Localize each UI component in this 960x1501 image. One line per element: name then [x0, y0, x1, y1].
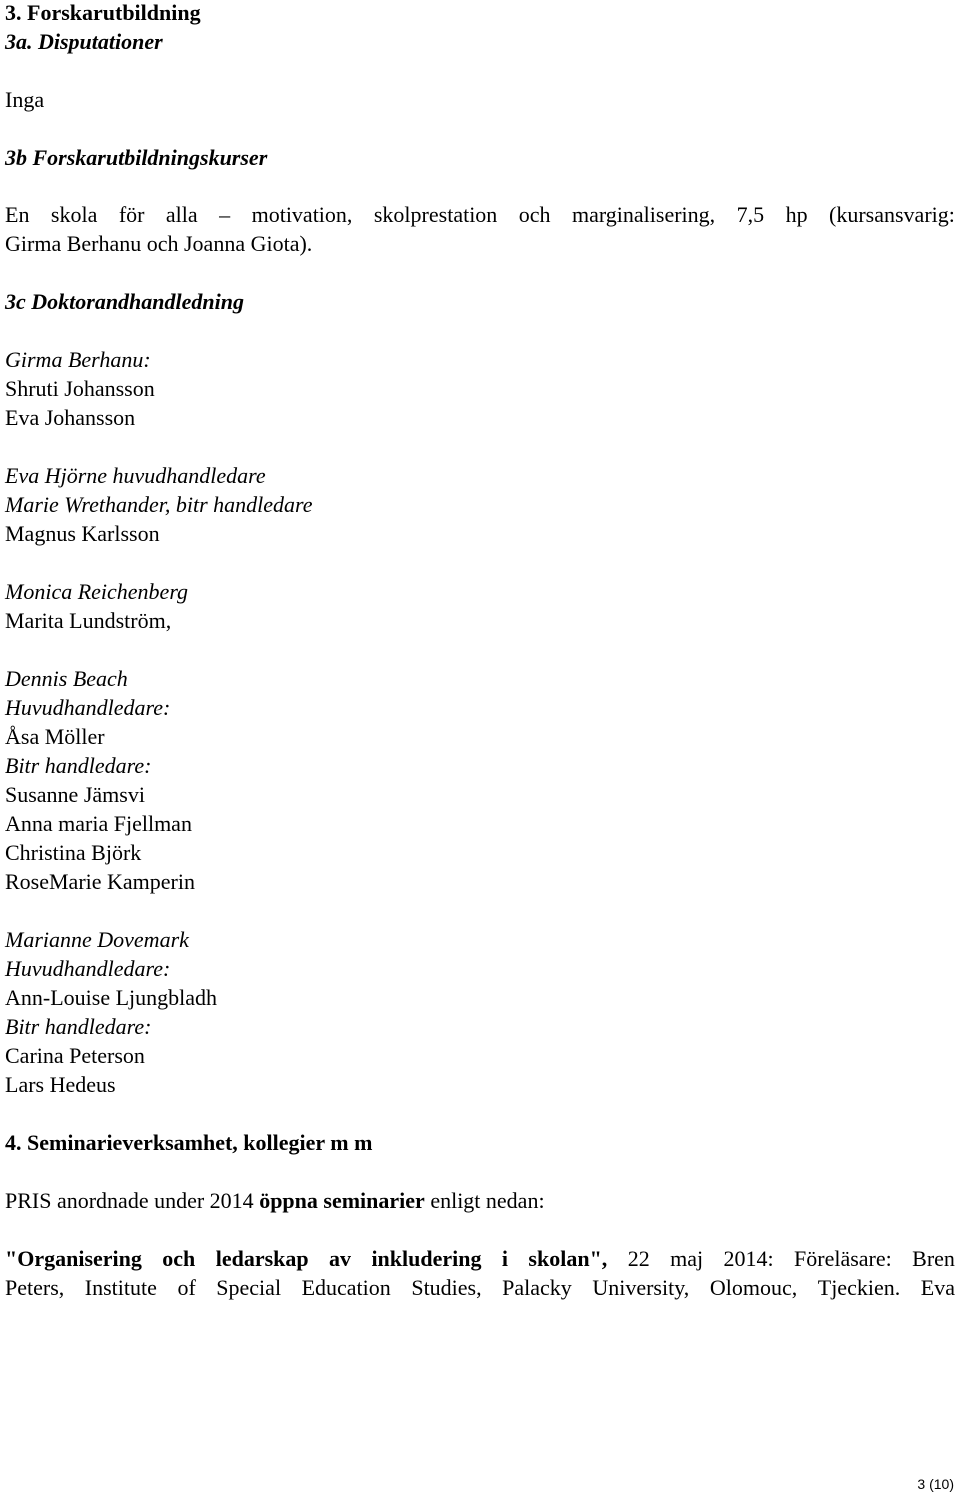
- role-label: Bitr handledare:: [5, 753, 152, 778]
- word: och: [518, 202, 551, 227]
- role-label: Bitr handledare:: [5, 1014, 152, 1039]
- student-name: Eva Johansson: [5, 405, 136, 430]
- word: inkludering: [371, 1246, 482, 1271]
- word: alla: [165, 202, 198, 227]
- word: ledarskap: [215, 1246, 309, 1271]
- word: Institute: [84, 1275, 157, 1300]
- word: Eva: [920, 1275, 955, 1300]
- word: of: [177, 1275, 196, 1300]
- student-name: Magnus Karlsson: [5, 521, 160, 546]
- student-name: Susanne Jämsvi: [5, 782, 145, 807]
- seminar-line-2: [5, 1273, 955, 1302]
- subsection-heading-3a: 3a. Disputationer: [5, 29, 163, 54]
- role-label: Huvudhandledare:: [5, 956, 171, 981]
- student-name: Carina Peterson: [5, 1043, 145, 1068]
- word: i: [501, 1246, 509, 1271]
- supervisor-name: Monica Reichenberg: [5, 579, 189, 604]
- intro-text: PRIS anordnade under 2014: [5, 1188, 260, 1213]
- seminar-line-1: [5, 1244, 955, 1273]
- subsection-heading-3b: 3b Forskarutbildningskurser: [5, 145, 268, 170]
- word: Föreläsare:: [794, 1246, 892, 1271]
- word: Olomouc,: [709, 1275, 798, 1300]
- word: Special: [216, 1275, 282, 1300]
- word: Education: [301, 1275, 391, 1300]
- word: –: [219, 202, 231, 227]
- student-name: Åsa Möller: [5, 724, 105, 749]
- student-name: Lars Hedeus: [5, 1072, 116, 1097]
- word: 2014:: [723, 1246, 774, 1271]
- section-heading: 4. Seminarieverksamhet, kollegier m m: [5, 1130, 373, 1155]
- word: En: [5, 202, 30, 227]
- word: (kursansvarig:: [829, 202, 955, 227]
- student-name: Christina Björk: [5, 840, 142, 865]
- word: University,: [592, 1275, 690, 1300]
- word: skolan",: [528, 1246, 608, 1271]
- word: "Organisering: [5, 1246, 142, 1271]
- subsection-heading-3c: 3c Doktorandhandledning: [5, 289, 244, 314]
- word: skolprestation: [373, 202, 498, 227]
- course-line-1: [5, 200, 955, 229]
- student-name: Anna maria Fjellman: [5, 811, 192, 836]
- intro-bold-text: öppna seminarier: [259, 1188, 425, 1213]
- word: 7,5: [736, 202, 765, 227]
- student-name: Marita Lundström,: [5, 608, 172, 633]
- supervisor-name: Marie Wrethander, bitr handledare: [5, 492, 313, 517]
- word: Tjeckien.: [817, 1275, 901, 1300]
- word: Studies,: [411, 1275, 482, 1300]
- supervisor-name: Dennis Beach: [5, 666, 128, 691]
- student-name: RoseMarie Kamperin: [5, 869, 195, 894]
- word: hp: [785, 202, 808, 227]
- supervisor-name: Marianne Dovemark: [5, 927, 189, 952]
- section-heading: 3. Forskarutbildning: [5, 0, 201, 25]
- word: och: [162, 1246, 196, 1271]
- course-line-2: Girma Berhanu och Joanna Giota).: [5, 231, 313, 256]
- word: maj: [670, 1246, 704, 1271]
- paragraph-inga: Inga: [5, 87, 45, 112]
- student-name: Shruti Johansson: [5, 376, 155, 401]
- word: Palacky: [502, 1275, 572, 1300]
- supervisor-name: Girma Berhanu:: [5, 347, 151, 372]
- word: för: [118, 202, 145, 227]
- word: motivation,: [251, 202, 353, 227]
- word: marginalisering,: [571, 202, 716, 227]
- word: av: [329, 1246, 352, 1271]
- intro-text: enligt nedan:: [424, 1188, 545, 1213]
- word: Peters,: [5, 1275, 65, 1300]
- word: Bren: [912, 1246, 955, 1271]
- page-number: 3 (10): [917, 1476, 954, 1492]
- word: 22: [627, 1246, 650, 1271]
- supervisor-name: Eva Hjörne huvudhandledare: [5, 463, 266, 488]
- student-name: Ann-Louise Ljungbladh: [5, 985, 218, 1010]
- word: skola: [50, 202, 98, 227]
- seminar-intro: [5, 1186, 545, 1215]
- role-label: Huvudhandledare:: [5, 695, 171, 720]
